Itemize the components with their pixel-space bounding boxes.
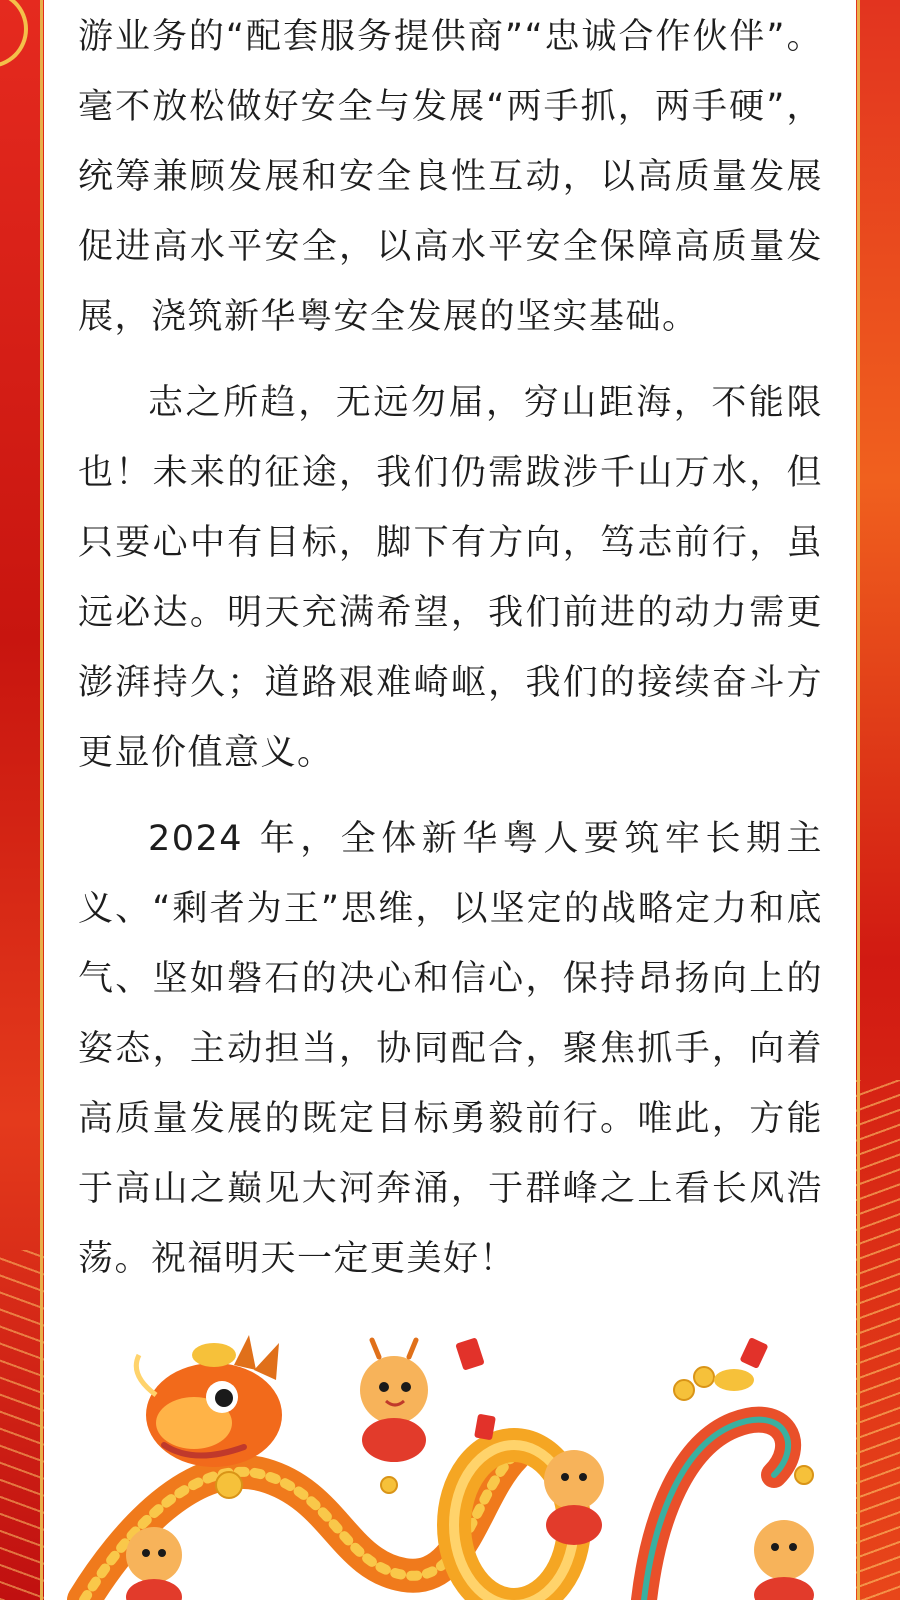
article-body	[78, 0, 823, 1310]
left-gold-rule	[40, 0, 43, 1600]
right-gold-wave-pattern	[856, 1080, 900, 1600]
paragraph-aspiration: 志之所趋，无远勿届，穷山距海，不能限也！未来的征途，我们仍需跋涉千山万水，但只要心中有目标，脚下有方向，笃志前行，虽远必达。明天充满希望，我们前进的动力需更澎湃持久；道路艰难崎岖，我们的接续奋斗方更显价值意义。	[78, 383, 823, 773]
paragraph-safety-development: 游业务的“配套服务提供商”“忠诚合作伙伴”。毫不放松做好安全与发展“两手抓，两手硬”，统筹兼顾发展和安全良性互动，以高质量发展促进高水平安全，以高水平安全保障高质量发展，浇筑新华粤安全发展的坚实基础。	[78, 17, 823, 337]
paragraph-2024-goals: 2024 年，全体新华粤人要筑牢长期主义、“剩者为王”思维，以坚定的战略定力和底气、坚如磐石的决心和信心，保持昂扬向上的姿态，主动担当，协同配合，聚焦抓手，向着高质量发展的既定目标勇毅前行。唯此，方能于高山之巅见大河奔涌，于群峰之上看长风浩荡。祝福明天一定更美好！	[78, 819, 823, 1279]
right-gold-rule	[857, 0, 860, 1600]
left-gold-wave-pattern	[0, 1250, 44, 1600]
cartoon-dragons-illustration	[44, 1335, 856, 1600]
